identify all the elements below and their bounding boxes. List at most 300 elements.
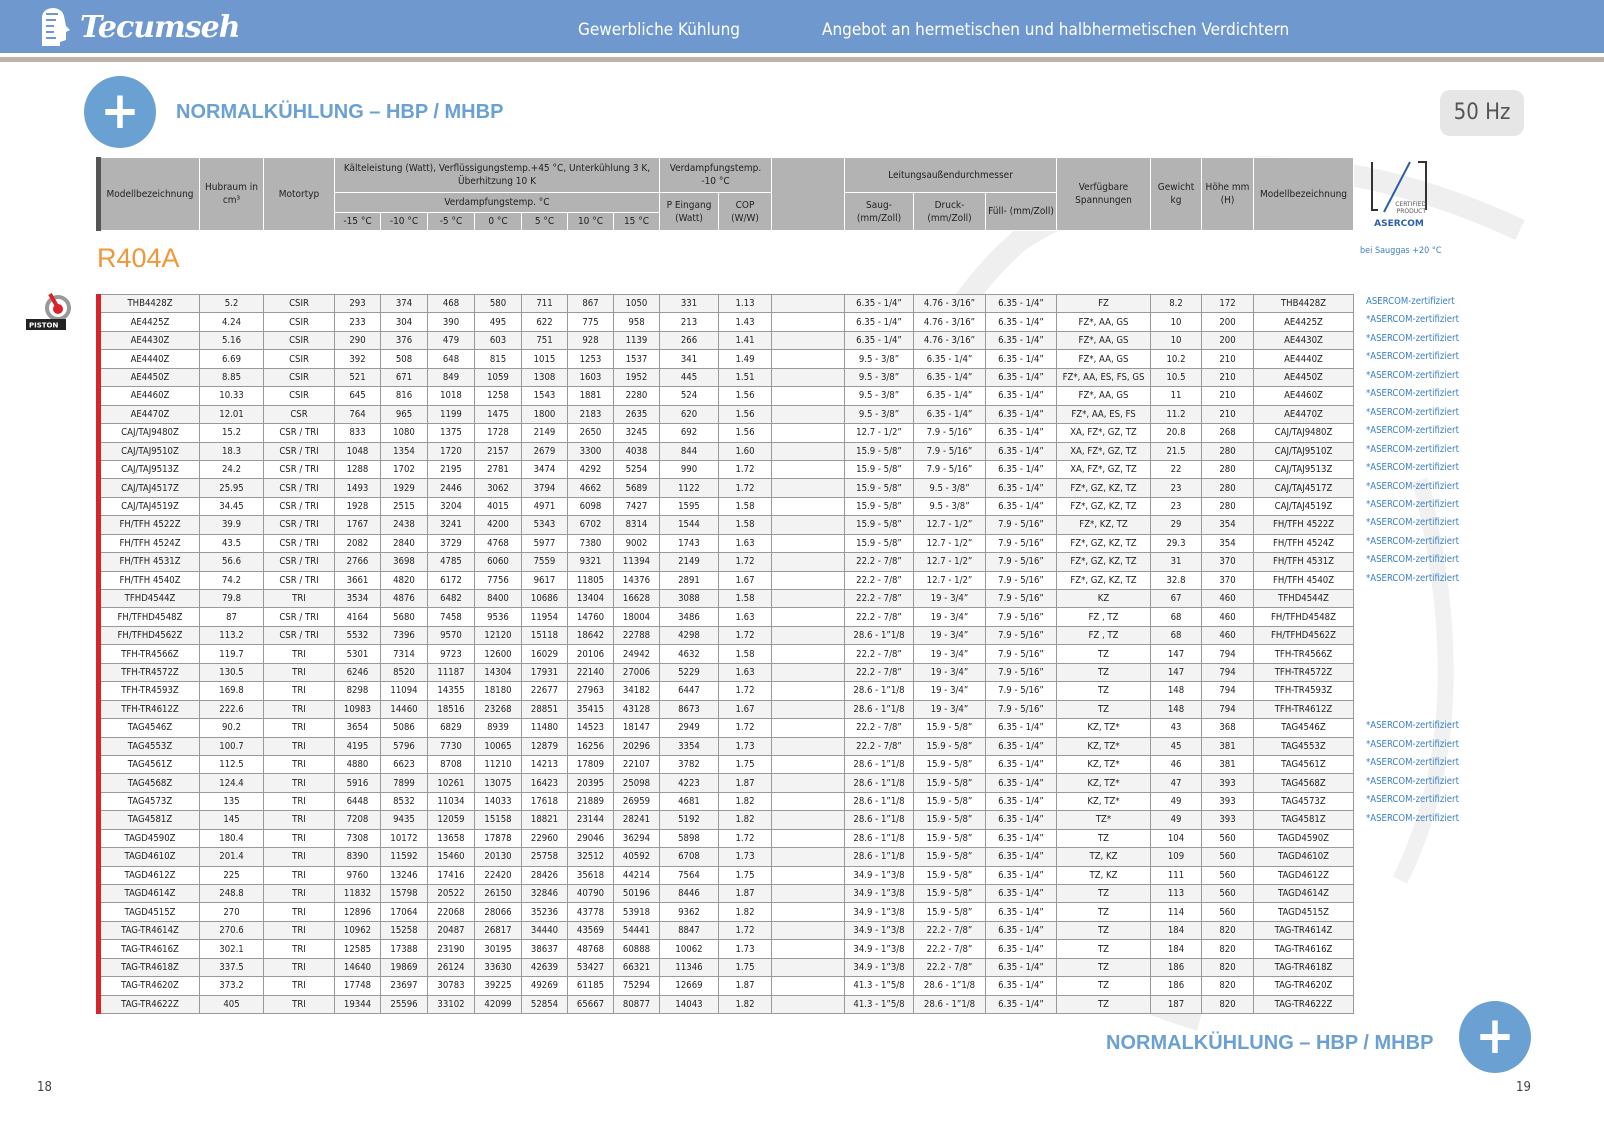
cell-suction: 22.2 - 7/8” [845, 608, 914, 626]
cell-height: 560 [1202, 903, 1254, 921]
cell-cap-5: 1800 [522, 405, 568, 423]
cell-fill: 6.35 - 1/4” [986, 368, 1057, 386]
cell-cap-5: 32846 [522, 885, 568, 903]
cell-weight: 10.2 [1151, 350, 1202, 368]
cell-cap-15: 43128 [614, 700, 660, 718]
cell-model: TAG-TR4620Z [99, 977, 200, 995]
cell-cap-15: 3245 [614, 424, 660, 442]
cell-model: TAG4553Z [99, 737, 200, 755]
cell-voltages: XA, FZ*, GZ, TZ [1057, 442, 1151, 460]
cell-weight: 148 [1151, 682, 1202, 700]
cell-model: FH/TFH 4531Z [99, 553, 200, 571]
cell-fill: 6.35 - 1/4” [986, 479, 1057, 497]
cell-discharge: 7.9 - 5/16” [914, 424, 986, 442]
cell-displacement: 225 [200, 866, 264, 884]
cell-cap-0: 23268 [475, 700, 522, 718]
cell-blank [772, 387, 845, 405]
cell-model: CAJ/TAJ9480Z [99, 424, 200, 442]
cell-cap-m5: 1018 [428, 387, 475, 405]
table-row [99, 866, 1354, 884]
cell-cap-m5: 8708 [428, 755, 475, 773]
table-row [99, 682, 1354, 700]
cell-suction: 12.7 - 1/2” [845, 424, 914, 442]
cell-cap-0: 6060 [475, 553, 522, 571]
cell-motor: CSR / TRI [264, 497, 335, 515]
cell-model-2: AE4430Z [1254, 331, 1354, 349]
cell-model: TFH-TR4566Z [99, 645, 200, 663]
cell-height: 794 [1202, 663, 1254, 681]
cell-cap-15: 36294 [614, 829, 660, 847]
cell-cap-15: 2635 [614, 405, 660, 423]
cell-cap-m10: 965 [381, 405, 428, 423]
cell-cap-5: 11480 [522, 719, 568, 737]
cell-p-input: 2949 [660, 719, 719, 737]
cell-suction: 41.3 - 1”5/8 [845, 977, 914, 995]
cell-cap-15: 2280 [614, 387, 660, 405]
cell-motor: TRI [264, 940, 335, 958]
cell-model: TFH-TR4593Z [99, 682, 200, 700]
cell-blank [772, 405, 845, 423]
cell-discharge: 6.35 - 1/4” [914, 405, 986, 423]
cell-cap-m5: 11187 [428, 663, 475, 681]
cell-suction: 15.9 - 5/8” [845, 497, 914, 515]
table-row [99, 350, 1354, 368]
cell-cop: 1.75 [719, 958, 772, 976]
cell-voltages: FZ*, AA, GS [1057, 387, 1151, 405]
cell-cop: 1.75 [719, 755, 772, 773]
cell-blank [772, 958, 845, 976]
cell-cap-5: 25758 [522, 848, 568, 866]
cell-model-2: CAJ/TAJ9513Z [1254, 460, 1354, 478]
header-bar [0, 0, 1604, 53]
cell-weight: 32.8 [1151, 571, 1202, 589]
cell-discharge: 4.76 - 3/16” [914, 295, 986, 313]
asercom-certified-note: *ASERCOM-zertifiziert [1366, 554, 1459, 566]
cell-model-2: TAG4581Z [1254, 811, 1354, 829]
cell-cap-m10: 23697 [381, 977, 428, 995]
cell-model: FH/TFHD4548Z [99, 608, 200, 626]
cell-cap-m15: 1288 [335, 460, 381, 478]
cell-cap-m15: 14640 [335, 958, 381, 976]
cell-cap-15: 66321 [614, 958, 660, 976]
cell-cap-15: 34182 [614, 682, 660, 700]
cell-model: TAGD4515Z [99, 903, 200, 921]
cell-voltages: TZ* [1057, 811, 1151, 829]
cell-cap-m15: 833 [335, 424, 381, 442]
cell-voltages: TZ [1057, 682, 1151, 700]
cell-cap-5: 2679 [522, 442, 568, 460]
cell-blank [772, 590, 845, 608]
cell-cap-m5: 30783 [428, 977, 475, 995]
cell-height: 381 [1202, 737, 1254, 755]
cell-suction: 22.2 - 7/8” [845, 663, 914, 681]
cell-cap-5: 35236 [522, 903, 568, 921]
cell-height: 560 [1202, 829, 1254, 847]
cell-model-2: TAG4568Z [1254, 774, 1354, 792]
cell-blank [772, 774, 845, 792]
cell-cap-m5: 20522 [428, 885, 475, 903]
cell-cop: 1.58 [719, 516, 772, 534]
cell-cap-m10: 15258 [381, 921, 428, 939]
cell-cap-0: 4200 [475, 516, 522, 534]
cell-discharge: 15.9 - 5/8” [914, 829, 986, 847]
cell-cop: 1.75 [719, 866, 772, 884]
cell-weight: 10 [1151, 313, 1202, 331]
cell-cap-0: 4015 [475, 497, 522, 515]
cell-displacement: 87 [200, 608, 264, 626]
cell-cap-0: 1258 [475, 387, 522, 405]
cell-model-2: TFH-TR4566Z [1254, 645, 1354, 663]
cell-discharge: 15.9 - 5/8” [914, 811, 986, 829]
cell-voltages: FZ*, AA, GS [1057, 331, 1151, 349]
cell-voltages: FZ*, GZ, KZ, TZ [1057, 534, 1151, 552]
cell-suction: 28.6 - 1”1/8 [845, 792, 914, 810]
cell-model-2: CAJ/TAJ4519Z [1254, 497, 1354, 515]
cell-model: TAG-TR4616Z [99, 940, 200, 958]
cell-cap-0: 8400 [475, 590, 522, 608]
cell-p-input: 10062 [660, 940, 719, 958]
cell-cap-m10: 3698 [381, 553, 428, 571]
cell-cap-5: 42639 [522, 958, 568, 976]
cell-cap-5: 1543 [522, 387, 568, 405]
cell-model-2: AE4470Z [1254, 405, 1354, 423]
cell-voltages: FZ*, KZ, TZ [1057, 516, 1151, 534]
cell-cap-0: 20130 [475, 848, 522, 866]
cell-model: AE4460Z [99, 387, 200, 405]
cell-model-2: AE4450Z [1254, 368, 1354, 386]
cell-model: TAG4581Z [99, 811, 200, 829]
cell-displacement: 39.9 [200, 516, 264, 534]
cell-cap-m15: 7208 [335, 811, 381, 829]
cell-cap-0: 13075 [475, 774, 522, 792]
cell-cop: 1.56 [719, 405, 772, 423]
cell-displacement: 10.33 [200, 387, 264, 405]
cell-cap-m5: 3241 [428, 516, 475, 534]
table-row [99, 295, 1354, 313]
cell-cap-m5: 6482 [428, 590, 475, 608]
asercom-certified-note: *ASERCOM-zertifiziert [1366, 572, 1459, 584]
cell-displacement: 56.6 [200, 553, 264, 571]
cell-cap-5: 5977 [522, 534, 568, 552]
cell-cop: 1.63 [719, 608, 772, 626]
cell-blank [772, 479, 845, 497]
cell-cap-5: 16029 [522, 645, 568, 663]
cell-discharge: 28.6 - 1”1/8 [914, 977, 986, 995]
cell-weight: 114 [1151, 903, 1202, 921]
cell-cap-10: 2650 [568, 424, 614, 442]
col-temp: -10 °C [381, 213, 428, 231]
cell-height: 460 [1202, 608, 1254, 626]
cell-cap-m10: 5796 [381, 737, 428, 755]
cell-cap-m15: 290 [335, 331, 381, 349]
col-model: Modellbezeichnung [99, 158, 200, 231]
cell-weight: 23 [1151, 497, 1202, 515]
cell-motor: TRI [264, 645, 335, 663]
cell-motor: CSIR [264, 368, 335, 386]
cell-fill: 6.35 - 1/4” [986, 405, 1057, 423]
cell-model-2: TFH-TR4612Z [1254, 700, 1354, 718]
cell-cap-5: 4971 [522, 497, 568, 515]
plus-icon: + [1459, 1001, 1531, 1073]
cell-blank [772, 368, 845, 386]
cell-fill: 6.35 - 1/4” [986, 460, 1057, 478]
cell-cap-5: 10686 [522, 590, 568, 608]
cell-fill: 6.35 - 1/4” [986, 387, 1057, 405]
cell-cap-5: 7559 [522, 553, 568, 571]
cell-cap-m5: 9723 [428, 645, 475, 663]
cell-height: 560 [1202, 848, 1254, 866]
cell-weight: 29.3 [1151, 534, 1202, 552]
cell-cop: 1.43 [719, 313, 772, 331]
cell-cap-m5: 1720 [428, 442, 475, 460]
cell-blank [772, 295, 845, 313]
cell-height: 280 [1202, 479, 1254, 497]
cell-cap-5: 38637 [522, 940, 568, 958]
cell-cap-0: 17878 [475, 829, 522, 847]
footer-title: NORMALKÜHLUNG – HBP / MHBP [1106, 1032, 1434, 1054]
cell-cap-5: 711 [522, 295, 568, 313]
cell-fill: 6.35 - 1/4” [986, 829, 1057, 847]
table-row [99, 774, 1354, 792]
cell-voltages: TZ [1057, 940, 1151, 958]
cell-weight: 29 [1151, 516, 1202, 534]
cell-height: 820 [1202, 958, 1254, 976]
table-row [99, 719, 1354, 737]
cell-model: TAG-TR4614Z [99, 921, 200, 939]
cell-cap-m15: 17748 [335, 977, 381, 995]
cell-cap-15: 8314 [614, 516, 660, 534]
table-row [99, 737, 1354, 755]
cell-height: 393 [1202, 811, 1254, 829]
cell-voltages: TZ [1057, 885, 1151, 903]
cell-weight: 11.2 [1151, 405, 1202, 423]
cell-weight: 10.5 [1151, 368, 1202, 386]
cell-suction: 15.9 - 5/8” [845, 479, 914, 497]
cell-cap-5: 16423 [522, 774, 568, 792]
cell-cap-m10: 8532 [381, 792, 428, 810]
asercom-certified-note: *ASERCOM-zertifiziert [1366, 794, 1459, 806]
table-row [99, 811, 1354, 829]
cell-blank [772, 848, 845, 866]
cell-model-2: AE4440Z [1254, 350, 1354, 368]
cell-discharge: 22.2 - 7/8” [914, 940, 986, 958]
col-temp: -5 °C [428, 213, 475, 231]
cell-displacement: 405 [200, 995, 264, 1013]
cell-voltages: KZ, TZ* [1057, 719, 1151, 737]
cell-model-2: CAJ/TAJ9480Z [1254, 424, 1354, 442]
table-row [99, 571, 1354, 589]
cell-discharge: 15.9 - 5/8” [914, 903, 986, 921]
header-subtitle: Angebot an hermetischen und halbhermetischen Verdichtern [822, 20, 1290, 40]
table-row [99, 921, 1354, 939]
cell-p-input: 2891 [660, 571, 719, 589]
cert-line2: PRODUCT [1396, 208, 1426, 215]
cell-discharge: 12.7 - 1/2” [914, 534, 986, 552]
cell-cop: 1.72 [719, 479, 772, 497]
cell-cap-10: 867 [568, 295, 614, 313]
cell-cap-m5: 9570 [428, 626, 475, 644]
cell-cap-m15: 3661 [335, 571, 381, 589]
cell-displacement: 8.85 [200, 368, 264, 386]
cell-p-input: 5229 [660, 663, 719, 681]
cell-discharge: 7.9 - 5/16” [914, 442, 986, 460]
cell-model-2: FH/TFH 4531Z [1254, 553, 1354, 571]
cell-cop: 1.72 [719, 682, 772, 700]
cell-cap-m15: 4880 [335, 755, 381, 773]
cell-discharge: 9.5 - 3/8” [914, 479, 986, 497]
cell-suction: 22.2 - 7/8” [845, 737, 914, 755]
cell-cap-10: 3300 [568, 442, 614, 460]
cell-cap-15: 22107 [614, 755, 660, 773]
cell-cap-m10: 2515 [381, 497, 428, 515]
cell-fill: 6.35 - 1/4” [986, 885, 1057, 903]
cell-height: 280 [1202, 497, 1254, 515]
cell-blank [772, 608, 845, 626]
cell-cap-m15: 5301 [335, 645, 381, 663]
cell-discharge: 12.7 - 1/2” [914, 553, 986, 571]
page-number-left: 18 [37, 1080, 52, 1095]
col-evap-sub: Verdampfungstemp. °C [335, 193, 660, 213]
cell-suction: 22.2 - 7/8” [845, 571, 914, 589]
cell-motor: TRI [264, 700, 335, 718]
cell-fill: 7.9 - 5/16” [986, 682, 1057, 700]
cell-cap-m10: 14460 [381, 700, 428, 718]
cell-displacement: 270 [200, 903, 264, 921]
cell-voltages: TZ [1057, 921, 1151, 939]
cell-height: 280 [1202, 442, 1254, 460]
cell-model: TFHD4544Z [99, 590, 200, 608]
cell-displacement: 130.5 [200, 663, 264, 681]
cell-height: 794 [1202, 700, 1254, 718]
cell-suction: 15.9 - 5/8” [845, 516, 914, 534]
cell-cap-m10: 6623 [381, 755, 428, 773]
cell-cap-15: 11394 [614, 553, 660, 571]
cell-discharge: 28.6 - 1”1/8 [914, 995, 986, 1013]
cell-blank [772, 534, 845, 552]
cell-blank [772, 682, 845, 700]
table-row [99, 663, 1354, 681]
cell-discharge: 15.9 - 5/8” [914, 719, 986, 737]
cell-blank [772, 700, 845, 718]
cell-p-input: 4681 [660, 792, 719, 810]
cell-blank [772, 331, 845, 349]
cell-cap-5: 622 [522, 313, 568, 331]
cell-discharge: 6.35 - 1/4” [914, 387, 986, 405]
cell-model-2: TAG-TR4620Z [1254, 977, 1354, 995]
cell-cap-15: 1050 [614, 295, 660, 313]
cell-displacement: 18.3 [200, 442, 264, 460]
cell-p-input: 14043 [660, 995, 719, 1013]
cell-cap-5: 17618 [522, 792, 568, 810]
col-weight: Gewicht kg [1151, 158, 1202, 231]
cell-suction: 28.6 - 1”1/8 [845, 829, 914, 847]
cell-weight: 111 [1151, 866, 1202, 884]
cell-cap-0: 7756 [475, 571, 522, 589]
cell-cap-m10: 374 [381, 295, 428, 313]
cell-motor: CSR / TRI [264, 608, 335, 626]
cell-suction: 6.35 - 1/4” [845, 313, 914, 331]
cell-cap-0: 2781 [475, 460, 522, 478]
cell-blank [772, 516, 845, 534]
cell-motor: CSR / TRI [264, 516, 335, 534]
cell-cap-m15: 764 [335, 405, 381, 423]
frequency-badge: 50 Hz [1440, 90, 1524, 136]
col-blank [772, 158, 845, 231]
col-temp: 0 °C [475, 213, 522, 231]
asercom-certified-note: *ASERCOM-zertifiziert [1366, 462, 1459, 474]
cell-p-input: 844 [660, 442, 719, 460]
cell-suction: 9.5 - 3/8” [845, 368, 914, 386]
cell-cap-10: 23144 [568, 811, 614, 829]
cell-cap-m5: 849 [428, 368, 475, 386]
cell-cap-0: 12600 [475, 645, 522, 663]
cell-cap-m10: 376 [381, 331, 428, 349]
cell-suction: 28.6 - 1”1/8 [845, 811, 914, 829]
cell-cap-0: 1728 [475, 424, 522, 442]
cell-weight: 68 [1151, 608, 1202, 626]
cell-cap-m15: 1048 [335, 442, 381, 460]
cell-cap-15: 54441 [614, 921, 660, 939]
cell-cap-15: 75294 [614, 977, 660, 995]
cell-fill: 6.35 - 1/4” [986, 313, 1057, 331]
cell-discharge: 15.9 - 5/8” [914, 848, 986, 866]
cell-cap-m5: 23190 [428, 940, 475, 958]
cell-cap-m15: 233 [335, 313, 381, 331]
cell-cap-15: 14376 [614, 571, 660, 589]
cell-cap-m15: 3654 [335, 719, 381, 737]
cell-cap-m10: 17388 [381, 940, 428, 958]
cell-displacement: 34.45 [200, 497, 264, 515]
cell-cap-15: 18004 [614, 608, 660, 626]
cell-cap-5: 9617 [522, 571, 568, 589]
cell-weight: 147 [1151, 645, 1202, 663]
cell-cap-5: 3794 [522, 479, 568, 497]
cell-voltages: TZ [1057, 645, 1151, 663]
cell-cap-0: 26817 [475, 921, 522, 939]
table-row [99, 516, 1354, 534]
cell-weight: 113 [1151, 885, 1202, 903]
cell-discharge: 19 - 3/4” [914, 608, 986, 626]
cell-cap-0: 18180 [475, 682, 522, 700]
cell-height: 460 [1202, 590, 1254, 608]
cell-p-input: 331 [660, 295, 719, 313]
cell-cap-m10: 9435 [381, 811, 428, 829]
cell-cap-m15: 4164 [335, 608, 381, 626]
cell-p-input: 213 [660, 313, 719, 331]
cell-blank [772, 553, 845, 571]
cell-model: AE4470Z [99, 405, 200, 423]
cell-cap-m5: 2195 [428, 460, 475, 478]
cell-cap-m10: 5086 [381, 719, 428, 737]
cell-voltages: FZ , TZ [1057, 608, 1151, 626]
cell-cap-15: 20296 [614, 737, 660, 755]
cell-voltages: TZ [1057, 903, 1151, 921]
cell-p-input: 5192 [660, 811, 719, 829]
cell-motor: TRI [264, 792, 335, 810]
cell-p-input: 692 [660, 424, 719, 442]
piston-label: PISTON [29, 321, 59, 330]
cell-voltages: XA, FZ*, GZ, TZ [1057, 424, 1151, 442]
asercom-certified-note: *ASERCOM-zertifiziert [1366, 388, 1459, 400]
cell-cap-5: 12879 [522, 737, 568, 755]
cell-suction: 15.9 - 5/8” [845, 534, 914, 552]
cell-p-input: 1544 [660, 516, 719, 534]
cell-model-2: TAGD4612Z [1254, 866, 1354, 884]
cell-cop: 1.51 [719, 368, 772, 386]
cell-fill: 6.35 - 1/4” [986, 995, 1057, 1013]
cell-cap-m5: 3729 [428, 534, 475, 552]
cell-displacement: 248.8 [200, 885, 264, 903]
